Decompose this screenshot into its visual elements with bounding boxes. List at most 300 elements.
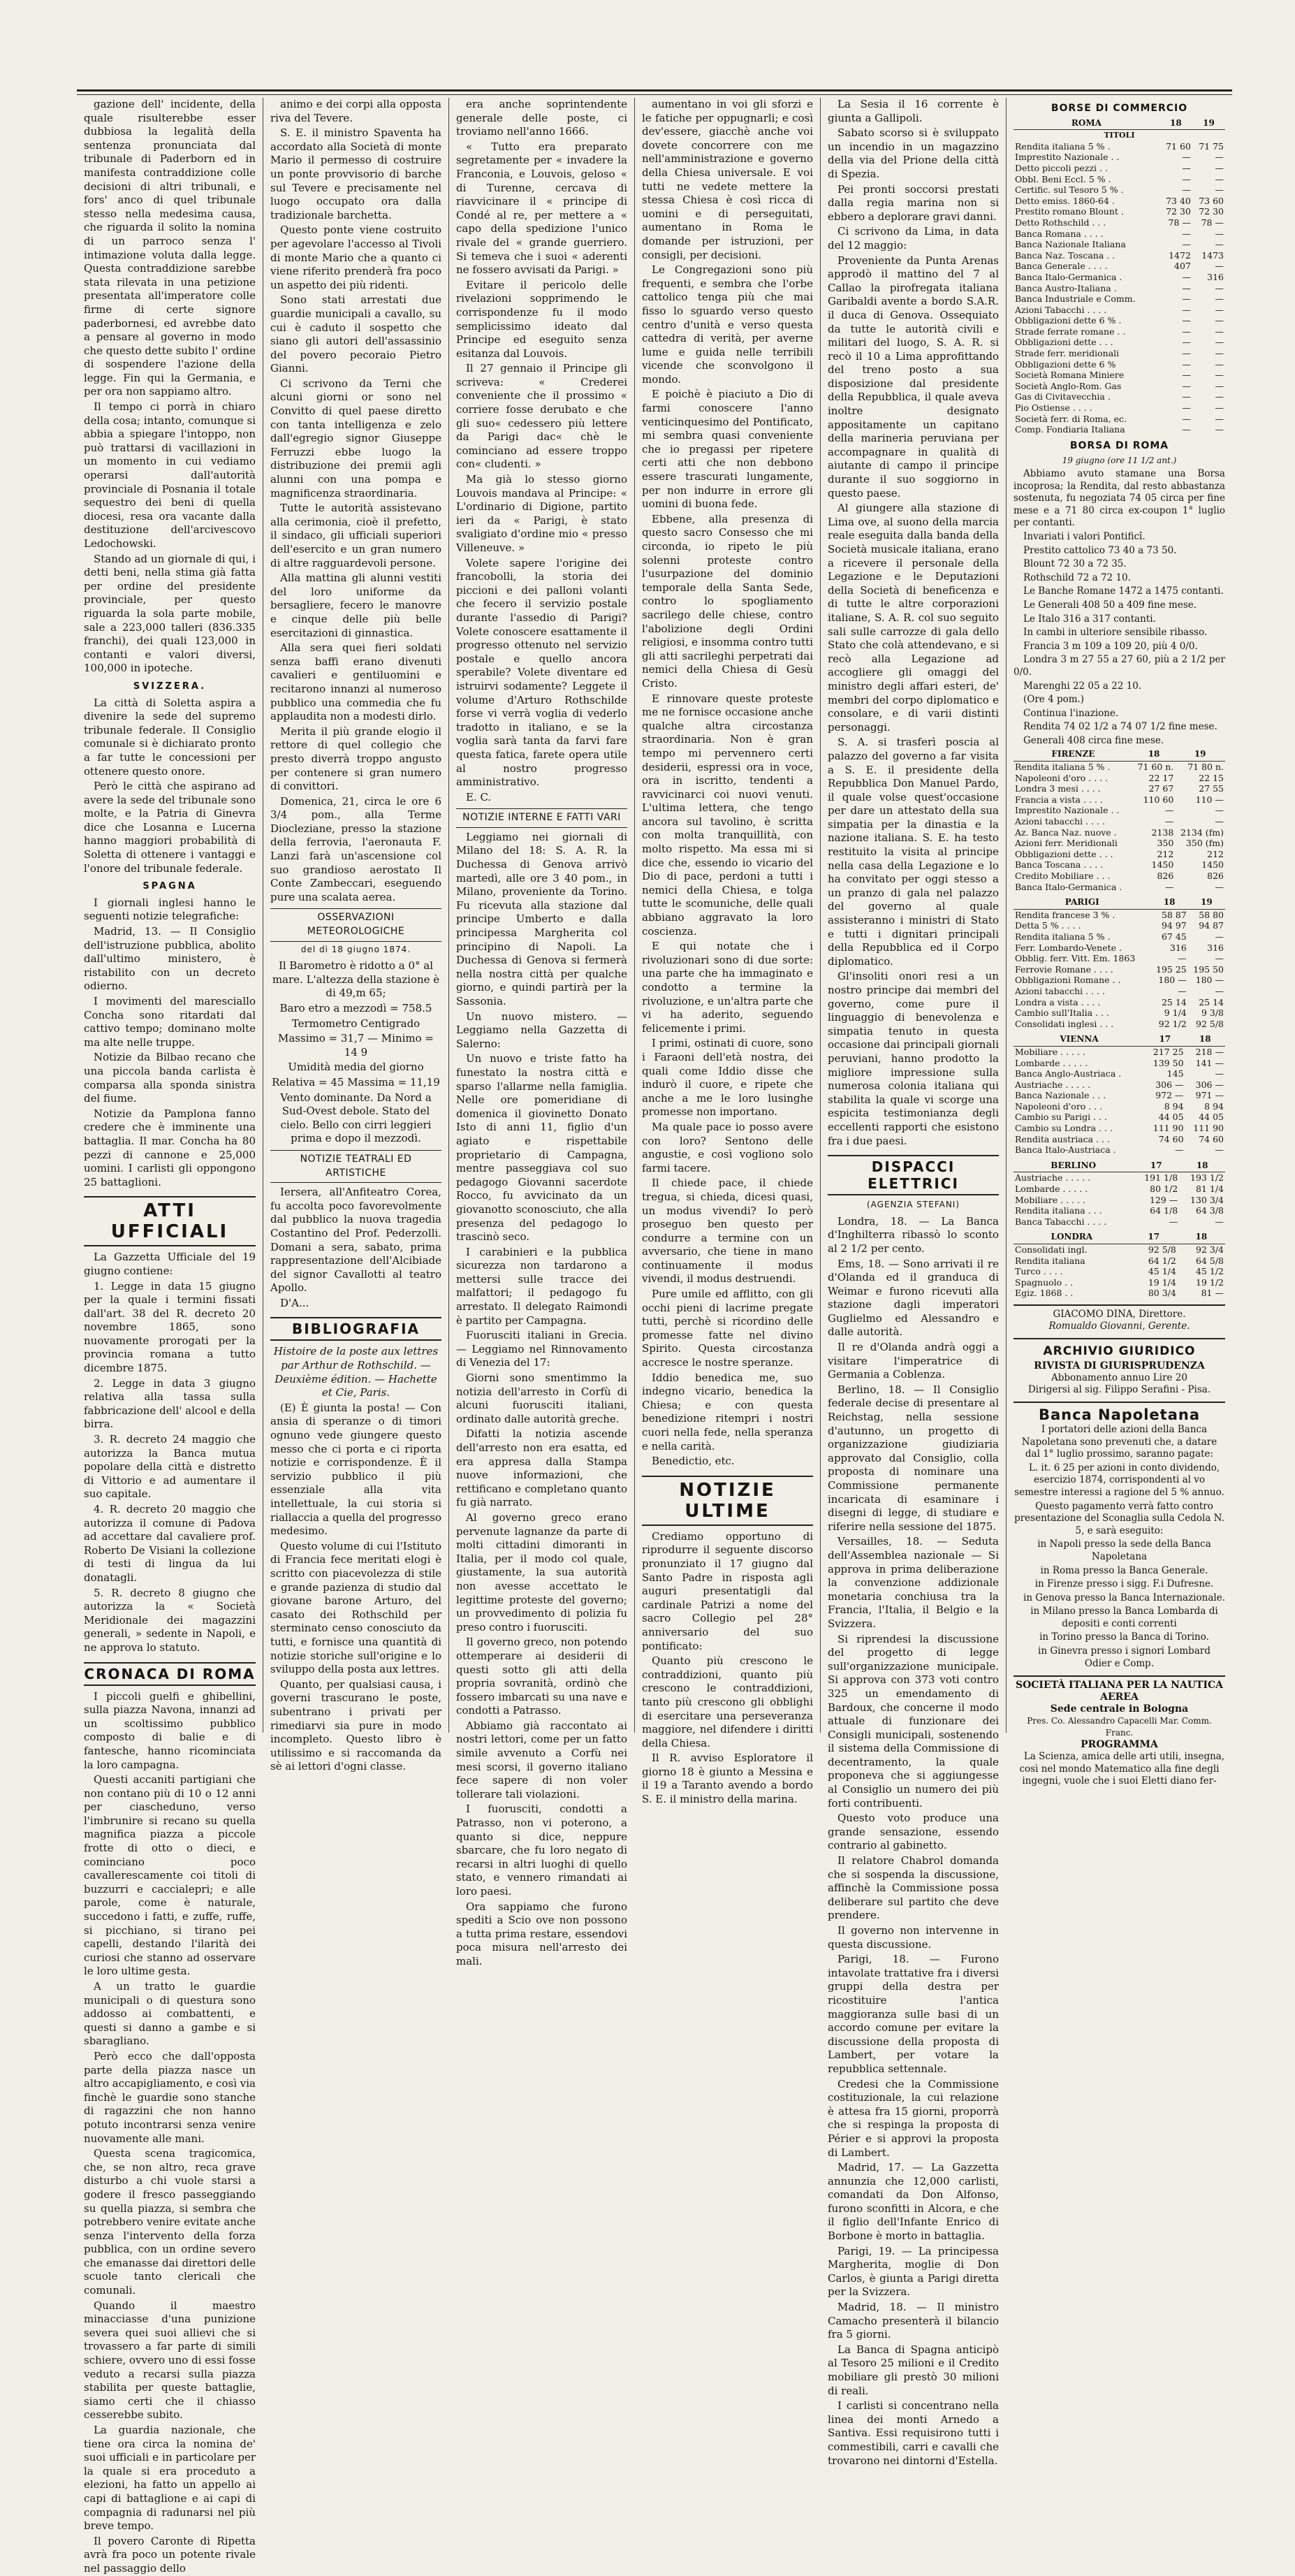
paragraph: Sabato scorso si è sviluppato un incendio in un magazzino della via del Prione della città di Spezia.	[828, 126, 999, 180]
table-row	[1014, 953, 1225, 964]
table-row	[1014, 805, 1225, 816]
security-name: Rendita italiana 5 % .	[1015, 762, 1111, 773]
paragraph: Evitare il pericolo delle rivelazioni sopprimendo le corrispondenze fu il modo semplicissimo ideato dal Principe ed eseguito senza esitanza dal Louvois.	[456, 278, 627, 360]
security-name: Banca Generale . . . .	[1015, 261, 1108, 272]
dispacci-agency: (AGENZIA STEFANI)	[866, 1200, 960, 1210]
quote-value: —	[1178, 985, 1187, 996]
quote-value: —	[1215, 282, 1224, 293]
table-row	[1014, 871, 1225, 882]
quote-value: 407	[1174, 261, 1191, 272]
col3-interne-text	[456, 831, 627, 1969]
paragraph: Quanto, per qualsiasi causa, i governi trascurano le poste, subentrano i privati per rimediarvi sia pure in modo incompleto. Questo libro è utilissimo e si raccomanda da sè ai lettori d'ogni classe.	[270, 1678, 441, 1773]
security-name: Strade ferr. meridionali	[1015, 348, 1120, 359]
paragraph: Però ecco che dall'opposta parte della piazza nasce un altro accapigliamento, e così via finchè le guardie sono stanche di ragazzini che non hanno potuto incontrarsi senza venire nuovamente alle mani.	[84, 2049, 256, 2145]
quote-value: 71 80 n.	[1187, 762, 1224, 773]
paragraph: Un nuovo mistero. — Leggiamo nella Gazzetta di Salerno:	[456, 1010, 627, 1050]
banca-title: Banca Napoletana	[1038, 1406, 1201, 1423]
paragraph: Questo pagamento verrà fatto contro presentazione del Sconaglia sulla Cedola N. 5, e sarà eseguito:	[1014, 1500, 1224, 1536]
paragraph: Il chiede pace, il chiede tregua, si chieda, dicesi quasi, un modus vivendi? Io però proseguo ben questo per condurre a termine con un avversario, che tiene in mano continuamente il modus vivendi, il modus destruendi.	[642, 1177, 813, 1286]
paragraph: La Sesia il 16 corrente è giunta a Gallipoli.	[828, 98, 999, 124]
paragraph: E poichè è piaciuto a Dio di farmi conoscere l'anno venticinquesimo del Pontificato, mi sembra quasi conveniente che io pregassi per ripetere certi atti che non debbono essere trascurati lungamente, per non indurre in errore gli uomini di buona fede.	[642, 388, 813, 511]
quote-value: 111 90	[1193, 1123, 1224, 1134]
archivio-ad	[1014, 1338, 1225, 1396]
table-row	[1014, 348, 1225, 359]
paragraph: Sono stati arrestati due guardie municipali a cavallo, su cui è caduto il sospetto che siano gli autori dell'assassinio del povero pecoraio Pietro Gianni.	[270, 293, 441, 375]
quote-value: 306 —	[1155, 1079, 1184, 1090]
quote-value: 316	[1169, 942, 1187, 953]
quote-value: 94 87	[1199, 920, 1224, 931]
table-row	[1014, 762, 1225, 773]
quote-value: 80 1/2	[1150, 1184, 1178, 1195]
paragraph: Al governo greco erano pervenute lagnanze da parte di molti cittadini dimoranti in Italia, per il modo col quale, giustamente, la sua autorità non avesse accettato le legittime proteste del governo; un provvedimento di polizia fu preso contro i fuorusciti.	[456, 1511, 627, 1633]
quote-value: —	[1182, 424, 1191, 435]
table-row	[1014, 239, 1225, 250]
quote-value: —	[1215, 805, 1224, 816]
col4-p1-text	[642, 98, 813, 1469]
paragraph: La Gazzetta Ufficiale del 19 giugno contiene:	[84, 1251, 256, 1277]
paragraph: in Torino presso la Banca di Torino.	[1039, 1631, 1209, 1643]
paragraph: aumentano in voi gli sforzi e le fatiche per oppugnarli; e così dev'essere, giacchè anche voi dovete concorrere con me nell'amministrazione e governo della Chiesa universale. E voi tutti ne vedete mettere la stessa Chiesa è così ricca di uomini e di perseguitati, aumentano in Roma le domande per istruzioni, per consigli, per decisioni.	[642, 98, 813, 261]
col3-p1-text	[456, 98, 627, 804]
security-name: Detto emiss. 1860-64 .	[1015, 195, 1115, 206]
paragraph: Pure umile ed afflitto, con gli occhi pieni di lacrime pregate tutti, perchè si ricordino delle promesse fatte nel divino Spirito. Questa circostanza accresce le nostre speranze.	[642, 1288, 813, 1369]
paragraph: Ora sappiamo che furono spediti a Scio ove non possono a tutta prima restare, essendovi poca misura nell'arresto dei mali.	[456, 1900, 627, 1967]
paragraph: in Genova presso la Banca Internazionale.	[1023, 1592, 1225, 1603]
quote-value: —	[1182, 380, 1191, 391]
paragraph: Madrid, 13. — Il Consiglio dell'istruzione pubblica, abolito dall'ultimo ministero, è ristabilito con un decreto odierno.	[84, 925, 256, 993]
quote-value: 81 1/4	[1196, 1184, 1224, 1195]
col6-roma-quotes	[1014, 117, 1225, 435]
table-row	[1014, 1079, 1225, 1091]
quote-value: 92 5/8	[1148, 1244, 1176, 1255]
paragraph: « Tutto era preparato segretamente per « invadere la Franconia, e Louvois, geloso « di Turenne, cercava di riavvicinare il « principe di Condé al re, per mettere a « capo della spedizione l'unico rivale del « grande guerriero. Si temeva che i suoi « aderenti ne fossero avvisati da Parigi. »	[456, 140, 627, 277]
security-name: Cambio su Parigi . . .	[1015, 1112, 1107, 1123]
quote-value: —	[1215, 358, 1224, 370]
quote-value: —	[1182, 173, 1191, 184]
table-row	[1014, 206, 1225, 217]
paragraph: Iddio benedica me, suo indegno vicario, benedica la Chiesa; e con questa benedizione ritempri i nostri cuori nella fede, nella speranza e nella carità.	[642, 1371, 813, 1453]
security-name: Detto piccoli pezzi . .	[1015, 162, 1108, 173]
column-date: 17	[1145, 1033, 1185, 1046]
paragraph: Versailles, 18. — Seduta dell'Assemblea nazionale — Si approva in prima deliberazione la convenzione addizionale monetaria conchiusa tra la Francia, l'Italia, il Belgio e la Svizzera.	[828, 1535, 999, 1630]
quote-value: 1450	[1151, 859, 1174, 871]
table-row	[1014, 1244, 1225, 1256]
quote-value: 74 60	[1199, 1133, 1224, 1144]
quote-value: —	[1182, 304, 1191, 315]
heading-cronaca-di-roma: CRONACA DI ROMA	[84, 1662, 256, 1686]
quote-value: 74 60	[1158, 1133, 1184, 1144]
quote-value: —	[1182, 326, 1191, 337]
quote-value: —	[1215, 1068, 1224, 1079]
paragraph: Benedictio, etc.	[652, 1455, 735, 1468]
paragraph: I carlisti si concentrano nella linea dei monti Arnedo a Santiva. Essi requisirono tutti i commestibili, carri e cavalli che trovarono nei dintorni d'Estella.	[828, 2399, 999, 2467]
quote-value: 8 94	[1164, 1100, 1184, 1112]
quote-value: 64 1/2	[1148, 1255, 1176, 1266]
paragraph: Il relatore Chabrol domanda che si sospenda la discussione, affinchè la Commissione possa deliberare sul partito che deve prendere.	[828, 1854, 999, 1922]
col5-p1-text	[828, 98, 999, 1148]
quote-value: 22 17	[1148, 772, 1174, 783]
security-name: Mobiliare . . . . .	[1015, 1046, 1085, 1057]
paragraph: Rothschild 72 a 72 10.	[1023, 572, 1131, 583]
table-row	[1014, 370, 1225, 381]
quote-value: 25 14	[1199, 996, 1224, 1007]
col2-meteo-text	[270, 959, 441, 1146]
paragraph: E. C.	[466, 790, 492, 803]
paragraph: Baro etro a mezzodì = 758.5	[279, 1002, 432, 1014]
paragraph: Francia 3 m 109 a 109 20, più 4 0/0.	[1023, 640, 1198, 652]
paragraph: E qui notate che i rivoluzionari sono di due sorte: una parte che ha immaginato e condotto a termine la rivoluzione, e un'altra parte che vi ha aderito, seguendo felicemente i primi.	[642, 940, 813, 1035]
paragraph: Londra, 18. — La Banca d'Inghilterra ribassò lo sconto al 2 1/2 per cento.	[828, 1214, 999, 1255]
paragraph: L. it. 6 25 per azioni in conto dividendo, esercizio 1874, corrispondenti al vo semestre interessi a ragione del 5 % annuo.	[1014, 1462, 1224, 1498]
col6-borsa-text	[1014, 468, 1225, 747]
societa-ad	[1014, 1675, 1225, 1788]
security-name: Turco . . . .	[1015, 1266, 1063, 1277]
table-row	[1014, 1101, 1225, 1112]
quote-value: 45 1/4	[1148, 1266, 1176, 1277]
paragraph: 1. Legge in data 15 giugno per la quale i termini fissati dall'art. 38 del R. decreto 20 novembre 1865, sono nuovamente prorogati per la provincia romana a tutto dicembre 1875.	[84, 1279, 256, 1375]
quote-value: —	[1182, 239, 1191, 250]
societa-text: La Scienza, amica delle arti utili, insegna, così nel mondo Matematico alla fine degli ingegni, vuole che i suoi Eletti diano fer-	[1019, 1751, 1225, 1787]
paragraph: I piccoli guelfi e ghibellini, sulla piazza Navona, innanzi ad un scoltissimo pubblico composto di balie e di fantesche, hanno ricominciata la loro campagna.	[84, 1689, 256, 1771]
table-row	[1014, 424, 1225, 435]
paragraph: I primi, ostinati di cuore, sono i Faraoni dell'età nostra, dei quali come Iddio disse che indurò il cuore, e ripete che anche a me le loro lusinghe promesse non importano.	[642, 1037, 813, 1119]
quote-value: —	[1215, 816, 1224, 827]
paragraph: Leggiamo nei giornali di Milano del 18: S. A. R. la Duchessa di Genova arrivò martedì, alle ore 3 40 pom., in Milano, proveniente da Torino. Fu ricevuta alla stazione dal principe Umberto e dalla principessa Margherita col principino di Napoli. La Duchessa di Genova si fermerà nella nostra città per qualche giorno, e quindi partirà per la Sassonia.	[456, 830, 627, 1007]
table-row	[1014, 1144, 1225, 1156]
col1-paras-text	[84, 98, 256, 676]
security-name: Società Anglo-Rom. Gas	[1015, 380, 1122, 391]
quote-value: 80 3/4	[1148, 1288, 1176, 1299]
security-name: Certific. sul Tesoro 5 % .	[1015, 184, 1124, 196]
paragraph: Questo ponte viene costruito per agevolare l'accesso al Tivoli di monte Mario che a quanto ci viene riferito prenderà fra poco un aspetto dei più ridenti.	[270, 224, 441, 291]
table-row	[1014, 1134, 1225, 1145]
paragraph: I movimenti del maresciallo Concha sono ritardati dal cattivo tempo; dominano molte ma alte nelle truppe.	[84, 995, 256, 1049]
col4-ultime-text	[642, 1530, 813, 1807]
column-3	[448, 98, 634, 1967]
security-name: Credito Mobiliare . . .	[1015, 871, 1111, 881]
quote-value: 25 14	[1161, 996, 1187, 1007]
archivio-title: ARCHIVIO GIURIDICO	[1043, 1344, 1196, 1358]
paragraph: Il Barometro è ridotto a 0° al mare. L'altezza della stazione è di 49,m 65;	[272, 959, 440, 1000]
column-date: 19	[1175, 748, 1225, 761]
quote-value: 73 60	[1199, 195, 1224, 206]
table-row	[1014, 1019, 1225, 1030]
table-row	[1014, 849, 1225, 860]
paragraph: Il governo greco, non potendo ottemperare ai desiderii di questi sotto gli atti della propria sovranità, ordinò che fossero imbarcati su una nave e condotti a Patrasso.	[456, 1636, 627, 1717]
quote-value: —	[1182, 413, 1191, 424]
table-row	[1014, 909, 1225, 920]
paragraph: Domenica, 21, circa le ore 6 3/4 pom., alla Terme Diocleziane, presso la stazione della ferrovia, l'aeronauta F. Lanzi farà un'ascensione col suo grandioso aerostato Il Conte Zambeccari, eseguendo pure una scalata aerea.	[270, 794, 441, 903]
banca-ad	[1014, 1402, 1225, 1670]
security-name: Banca Industriale e Comm.	[1015, 293, 1136, 305]
paragraph: Ci scrivono da Lima, in data del 12 maggio:	[828, 225, 999, 252]
market-title: VIENNA	[1014, 1033, 1145, 1046]
paragraph: Prestito cattolico 73 40 a 73 50.	[1023, 544, 1177, 556]
col2-teatrali-text	[270, 1186, 441, 1310]
table-row	[1014, 1172, 1225, 1184]
security-name: Imprestito Nazionale . .	[1015, 805, 1120, 816]
quote-value: 129 —	[1149, 1194, 1178, 1205]
paragraph: Marenghi 22 05 a 22 10.	[1023, 680, 1142, 692]
societa-programma: PROGRAMMA	[1081, 1739, 1158, 1751]
table-row	[1014, 1195, 1225, 1206]
paragraph: 3. R. decreto 24 maggio che autorizza la Banca mutua popolare della città e distretto di Vittorio e ad aumentare il suo capitale.	[84, 1433, 256, 1501]
table-row	[1014, 773, 1225, 784]
col1-atti-text	[84, 1251, 256, 1654]
quote-value: —	[1215, 304, 1224, 315]
security-name: Obbligazioni dette . . .	[1015, 848, 1113, 859]
table-row	[1014, 1216, 1225, 1228]
quote-value: 826	[1207, 871, 1224, 881]
top-rule	[77, 89, 1232, 92]
quote-value: —	[1215, 293, 1224, 305]
paragraph: Tutte le autorità assistevano alla cerimonia, cioè il prefetto, il sindaco, gli ufficiali superiori dell'esercito e un gran numero di altre ragguardevoli persone.	[270, 502, 441, 569]
security-name: Mobiliare . . . . .	[1015, 1194, 1085, 1205]
quote-value: 971 —	[1195, 1090, 1224, 1101]
security-name: Austriache . . . . .	[1015, 1079, 1091, 1090]
column-2	[263, 98, 448, 1773]
table-row	[1014, 975, 1225, 986]
paragraph: Relativa = 45 Massima = 11,19	[272, 1075, 440, 1089]
security-name: Obbligazioni dette 6 %	[1015, 358, 1116, 370]
quote-value: 2138	[1151, 827, 1174, 838]
table-row	[1014, 859, 1225, 871]
paragraph: Generali 408 circa fine mese.	[1023, 734, 1164, 746]
paragraph: Termometro Centigrado	[291, 1017, 420, 1030]
security-name: Banca Tabacchi . . . .	[1015, 1216, 1107, 1227]
col6-londra-quotes	[1014, 1231, 1225, 1299]
paragraph: I giornali inglesi hanno le seguenti notizie telegrafiche:	[84, 896, 256, 923]
paragraph: Umidità media del giorno	[288, 1061, 424, 1074]
quote-value: 2134 (fm)	[1180, 827, 1224, 838]
security-name: Rendita italiana 5 % .	[1015, 140, 1111, 152]
paragraph: In cambi in ulteriore sensibile ribasso.	[1023, 627, 1208, 639]
security-name: Banca Italo-Germanica .	[1015, 881, 1122, 892]
table-row	[1014, 1058, 1225, 1069]
col6-firenze-quotes	[1014, 748, 1225, 892]
paragraph: Londra 3 m 27 55 a 27 60, più a 2 1/2 per 0/0.	[1014, 654, 1225, 678]
quote-value: —	[1182, 271, 1191, 282]
heading-svizzera: SVIZZERA.	[133, 681, 207, 692]
archivio-contact: Dirigersi al sig. Filippo Serafini - Pisa.	[1027, 1383, 1211, 1395]
paragraph: era anche soprintendente generale delle poste, ci troviamo nell'anno 1666.	[456, 98, 627, 138]
quote-value: 218 —	[1195, 1046, 1224, 1057]
paragraph: Abbiamo avuto stamane una Borsa incoprosa; la Rendita, dal resto abbastanza sostenuta, fu negoziata 74 05 circa per fine mese e a 71 80 circa ex-coupon 1° luglio per contanti.	[1014, 468, 1225, 529]
security-name: Obblig. ferr. Vitt. Em. 1863	[1015, 953, 1136, 964]
paragraph: Alla mattina gli alunni vestiti del loro uniforme da bersagliere, fecero le manovre e cinque delle più belle esercitazioni di ginnastica.	[270, 572, 441, 639]
paragraph: Vento dominante. Da Nord a Sud-Ovest debole. Stato del cielo. Bello con cirri leggieri prima e dopo il mezzodì.	[280, 1091, 432, 1145]
quote-value: 130 3/4	[1190, 1194, 1224, 1205]
quote-value: 71 60 n.	[1137, 762, 1174, 773]
col6-vienna-quotes	[1014, 1033, 1225, 1156]
security-name: Azioni ferr. Meridionali	[1015, 838, 1118, 849]
paragraph: Credesi che la Commissione costituzionale, la cui relazione è attesa fra 15 giorni, proporrà che si respinga la proposta di Périer e si approvi la proposta di Lambert.	[828, 2077, 999, 2159]
security-name: Egiz. 1868 . .	[1015, 1288, 1074, 1299]
paragraph: I carabinieri e la pubblica sicurezza non tardarono a mettersi sulle tracce dei malfattori; il pedagogo fu arrestato. Il delegato Raimondi è partito per Campagna.	[456, 1245, 627, 1327]
quote-value: 212	[1207, 848, 1224, 859]
quote-value: 826	[1157, 871, 1174, 881]
paragraph: Le Generali 408 50 a 409 fine mese.	[1023, 599, 1197, 611]
paragraph: (E) È giunta la posta! — Con ansia di speranze o di timori ognuno vede giungere questo messo che ci porta e ci riporta notizie e corrispondenze. È il servizio pubblico il più essenziale alla vita intellettuale, la cui storia si riallaccia a quella del progresso medesimo.	[270, 1401, 441, 1538]
paragraph: Questa scena tragicomica, che, se non altro, reca grave disturbo a chi vuole starsi a godere il fresco passeggiando su quella piazza, si sembra che potrebbero venire evitate anche senza l'intervento della forza pubblica, con un ordine severo che emanasse dai direttori delle scuole tanto clericali che comunali.	[84, 2147, 256, 2297]
security-name: Londra a vista . . . .	[1015, 996, 1101, 1007]
security-name: Consolidati inglesi . . .	[1015, 1018, 1114, 1029]
column-date: 18	[1151, 896, 1188, 909]
security-name: Rendita italiana . . .	[1015, 1205, 1102, 1216]
quote-value: —	[1182, 358, 1191, 370]
quote-value: 58 80	[1199, 909, 1224, 920]
heading-dispacci-elettrici: DISPACCI ELETTRICI	[828, 1155, 999, 1195]
quote-value: 139 50	[1153, 1057, 1184, 1068]
table-row	[1014, 337, 1225, 348]
quote-value: —	[1215, 985, 1224, 996]
paragraph: Ebbene, alla presenza di questo sacro Consesso che mi circonda, io ripeto le più solenni proteste contro l'usurpazione del dominio temporale della Santa Sede, contro lo spogliamento sacrilego delle chiese, contro l'abolizione degli Ordini religiosi, e insomma contro tutti gli atti sacrileghi perpetrati dai nemici della Chiesa di Gesù Cristo.	[642, 512, 813, 690]
quote-value: —	[1164, 881, 1174, 892]
quote-value: 1472	[1169, 249, 1191, 261]
paragraph: Merita il più grande elogio il rettore di quel collegio che presto diverrà troppo angusto per contenere si gran numero di convittori.	[270, 725, 441, 793]
security-name: Azioni Tabacchi . . . .	[1015, 304, 1107, 315]
quote-value: —	[1215, 370, 1224, 381]
col2-biblio-text	[270, 1402, 441, 1774]
market-title: BERLINO	[1014, 1160, 1133, 1172]
quote-value: 71 75	[1199, 140, 1224, 152]
security-name: Società Romana Miniere	[1015, 370, 1125, 381]
paragraph: S. A. si trasferì poscia al palazzo del governo a far visita a S. E. il presidente della Repubblica Don Manuel Pardo, il quale volse quest'occasione per dare un attestato della sua simpatia per la dinastia e la nazione italiana. S. E. ha testo restituito la visita al principe nella casa della Legazione e lo ha convitato per oggi stesso a un pranzo di gala nel palazzo del governo al quale assisteranno i ministri di Stato e tutti i dignitari principali della Repubblica ed il Corpo diplomatico.	[828, 736, 999, 968]
security-name: Rendita austriaca . . .	[1015, 1133, 1110, 1144]
security-name: Cambio su Londra . . .	[1015, 1123, 1113, 1134]
col5-dispacci-text	[828, 1215, 999, 2468]
paragraph: in Napoli presso la sede della Banca Napoletana	[1037, 1538, 1211, 1562]
quote-value: 1450	[1201, 859, 1224, 871]
security-name: Rendita italiana 5 % .	[1015, 931, 1111, 942]
quote-value: —	[1215, 391, 1224, 402]
quote-value: —	[1215, 424, 1224, 435]
quote-value: 972 —	[1155, 1090, 1184, 1101]
quote-value: —	[1182, 162, 1191, 173]
quote-value: 72 30	[1199, 206, 1224, 217]
column-1	[77, 98, 263, 2575]
paragraph: in Ginevra presso i signori Lombard Odier e Comp.	[1038, 1645, 1210, 1669]
quote-value: 9 3/8	[1201, 1007, 1224, 1019]
quote-value: 58 87	[1161, 909, 1187, 920]
table-row	[1014, 783, 1225, 794]
quote-value: —	[1215, 337, 1224, 348]
security-name: Obbl. Beni Eccl. 5 % .	[1015, 173, 1111, 184]
quote-value: 45 1/2	[1196, 1266, 1224, 1277]
top-rule-thin	[77, 94, 1232, 95]
quote-value: —	[1215, 953, 1224, 964]
quote-value: —	[1182, 152, 1191, 163]
paragraph: Si riprendesi la discussione del progetto di legge sull'organizzazione municipale. Si approva con 373 voti contro 325 un emendamento di Bardoux, che concerne il modo attuale di funzionare dei Consigli municipali, sostenendo il sistema della Commissione di decentramento, la quale proponeva che si aggiungesse al Consiglio un numero dei più forti contribuenti.	[828, 1632, 999, 1810]
security-name: Rendita francese 3 % .	[1015, 909, 1115, 920]
columns	[77, 98, 1232, 2575]
paragraph: Questo voto produce una grande sensazione, essendo contrario al gabinetto.	[828, 1812, 999, 1852]
paragraph: Abbiamo già raccontato ai nostri lettori, come per un fatto simile avvenuto a Corfù nei mesi scorsi, il governo italiano fece sapere di non voler tollerare tali violazioni.	[456, 1719, 627, 1800]
quote-value: 92 5/8	[1196, 1018, 1224, 1029]
table-row	[1014, 1007, 1225, 1019]
quote-value: 78 —	[1168, 217, 1191, 228]
security-name: Francia a vista . . . .	[1015, 794, 1103, 805]
paragraph: Il R. avviso Esploratore il giorno 18 è giunto a Messina e il 19 a Taranto avendo a bordo S. E. il ministro della marina.	[642, 1752, 813, 1806]
col6-banca-text	[1014, 1424, 1225, 1670]
paragraph: Questo volume di cui l'Istituto di Francia fece meritati elogi è scritto con piacevolezza di stile e grande pazienza di studio dal giovane barone Arturo, del casato dei Rothschild per sterminato censo conosciuto da tutti, e fornisce una quantità di notizie storiche sull'origine e lo sviluppo della posta aux lettres.	[270, 1539, 441, 1676]
table-row	[1014, 997, 1225, 1008]
column-4	[634, 98, 820, 1806]
quote-value: 193 1/2	[1190, 1172, 1224, 1184]
table-row	[1014, 1090, 1225, 1101]
table-row	[1014, 326, 1225, 337]
quote-table	[1014, 1231, 1225, 1299]
table-row	[1014, 1288, 1225, 1299]
table-row	[1014, 250, 1225, 261]
paragraph: in Firenze presso i sigg. F.i Dufresne.	[1034, 1578, 1214, 1590]
heading-spagna: SPAGNA	[142, 881, 197, 892]
table-row	[1014, 1112, 1225, 1123]
paragraph: E rinnovare queste proteste me ne fornisce occasione anche qualche altra circostanza straordinaria. Non è gran tempo mi pervennero certi desiderii, espressi ora in voce, ora in iscritto, tendenti a ravvicinarci coi nuovi venuti. L'ultima lettera, che tengo ancora sul tavolino, è scritta con molta tranquillità, con molto rispetto. Ma essa mi si dice che, essendo io vicario del Dio di pace, perdoni a tutti i nemici della Chiesa, e tolga tutte le scomuniche, delle quali abbiano aggravato la loro coscienza.	[642, 692, 813, 938]
table-row	[1014, 152, 1225, 163]
security-name: Consolidati ingl.	[1015, 1244, 1088, 1255]
paragraph: Madrid, 18. — Il ministro Camacho presenterà il bilancio fra 5 giorni.	[828, 2301, 999, 2341]
heading-notizie-teatrali: NOTIZIE TEATRALI ED ARTISTICHE	[270, 1150, 441, 1183]
quote-value: —	[1182, 282, 1191, 293]
security-name: Az. Banca Naz. nuove .	[1015, 827, 1117, 838]
quote-value: 180 —	[1158, 975, 1187, 986]
table-row	[1014, 141, 1225, 152]
paragraph: in Roma presso la Banca Generale.	[1040, 1564, 1208, 1576]
security-name: Obbligazioni dette . . .	[1015, 337, 1113, 348]
table-row	[1014, 184, 1225, 196]
paragraph: 2. Legge in data 3 giugno relativa alla tassa sulla fabbricazione dell' alcool e della birra.	[84, 1376, 256, 1431]
table-row	[1014, 359, 1225, 370]
paragraph: Difatti la notizia ascende dell'arresto non era esatta, ed era appresa dalla Stampa nuove informazioni, che rettificano e completano quanto fu già narrato.	[456, 1427, 627, 1509]
quote-value: —	[1182, 348, 1191, 359]
table-row	[1014, 794, 1225, 806]
column-date: 19	[1188, 896, 1225, 909]
quote-value: 64 5/8	[1196, 1255, 1224, 1266]
quote-value: —	[1215, 152, 1224, 163]
quote-value: —	[1215, 261, 1224, 272]
paragraph: Ma già lo stesso giorno Louvois mandava al Principe: « L'ordinario di Digione, partito ieri da « Parigi, è stato svaligiato d'ordine mio « presso Villeneuve. »	[456, 473, 627, 554]
paragraph: D'A...	[280, 1296, 309, 1309]
quote-value: —	[1182, 184, 1191, 196]
heading-bibliografia: BIBLIOGRAFIA	[270, 1317, 441, 1341]
quote-value: —	[1182, 228, 1191, 239]
security-name: Obbligazioni dette 6 % .	[1015, 315, 1122, 326]
paragraph: 4. R. decreto 20 maggio che autorizza il comune di Padova ad accettare dal cavaliere prof. Roberto De Visiani la collezione di testi di lingua da lui donatagli.	[84, 1503, 256, 1584]
quote-value: —	[1169, 1216, 1178, 1227]
security-name: Banca Italo-Germanica .	[1015, 271, 1122, 282]
column-date: 17	[1130, 1231, 1178, 1244]
table-row	[1014, 272, 1225, 283]
quote-value: —	[1215, 1144, 1224, 1156]
paragraph: La città di Soletta aspira a divenire la sede del supremo tribunale federale. Il Consiglio comunale si è dichiarato pronto a far tutte le concessioni per ottenere questo onore.	[84, 696, 256, 778]
table-row	[1014, 931, 1225, 943]
table-row	[1014, 1205, 1225, 1216]
direttore: GIACOMO DINA, Direttore.	[1053, 1308, 1186, 1320]
column-6	[1006, 98, 1232, 1787]
table-row	[1014, 381, 1225, 392]
quote-value: 44 05	[1199, 1112, 1224, 1123]
quote-value: —	[1215, 881, 1224, 892]
gerente-box	[1014, 1304, 1225, 1332]
security-name: Strade ferrate romane . .	[1015, 326, 1126, 337]
paragraph: Madrid, 17. — La Gazzetta annunzia che 12,000 carlisti, comandati da Don Alfonso, furono sconfitti in Alcora, e che il figlio dell'Infante Enrico di Borbone è morto in battaglia.	[828, 2161, 999, 2243]
quote-value: 110 60	[1143, 794, 1174, 805]
quote-value: 212	[1157, 848, 1174, 859]
quote-value: 72 30	[1166, 206, 1191, 217]
table-row	[1014, 838, 1225, 849]
quote-value: 8 94	[1204, 1100, 1224, 1112]
